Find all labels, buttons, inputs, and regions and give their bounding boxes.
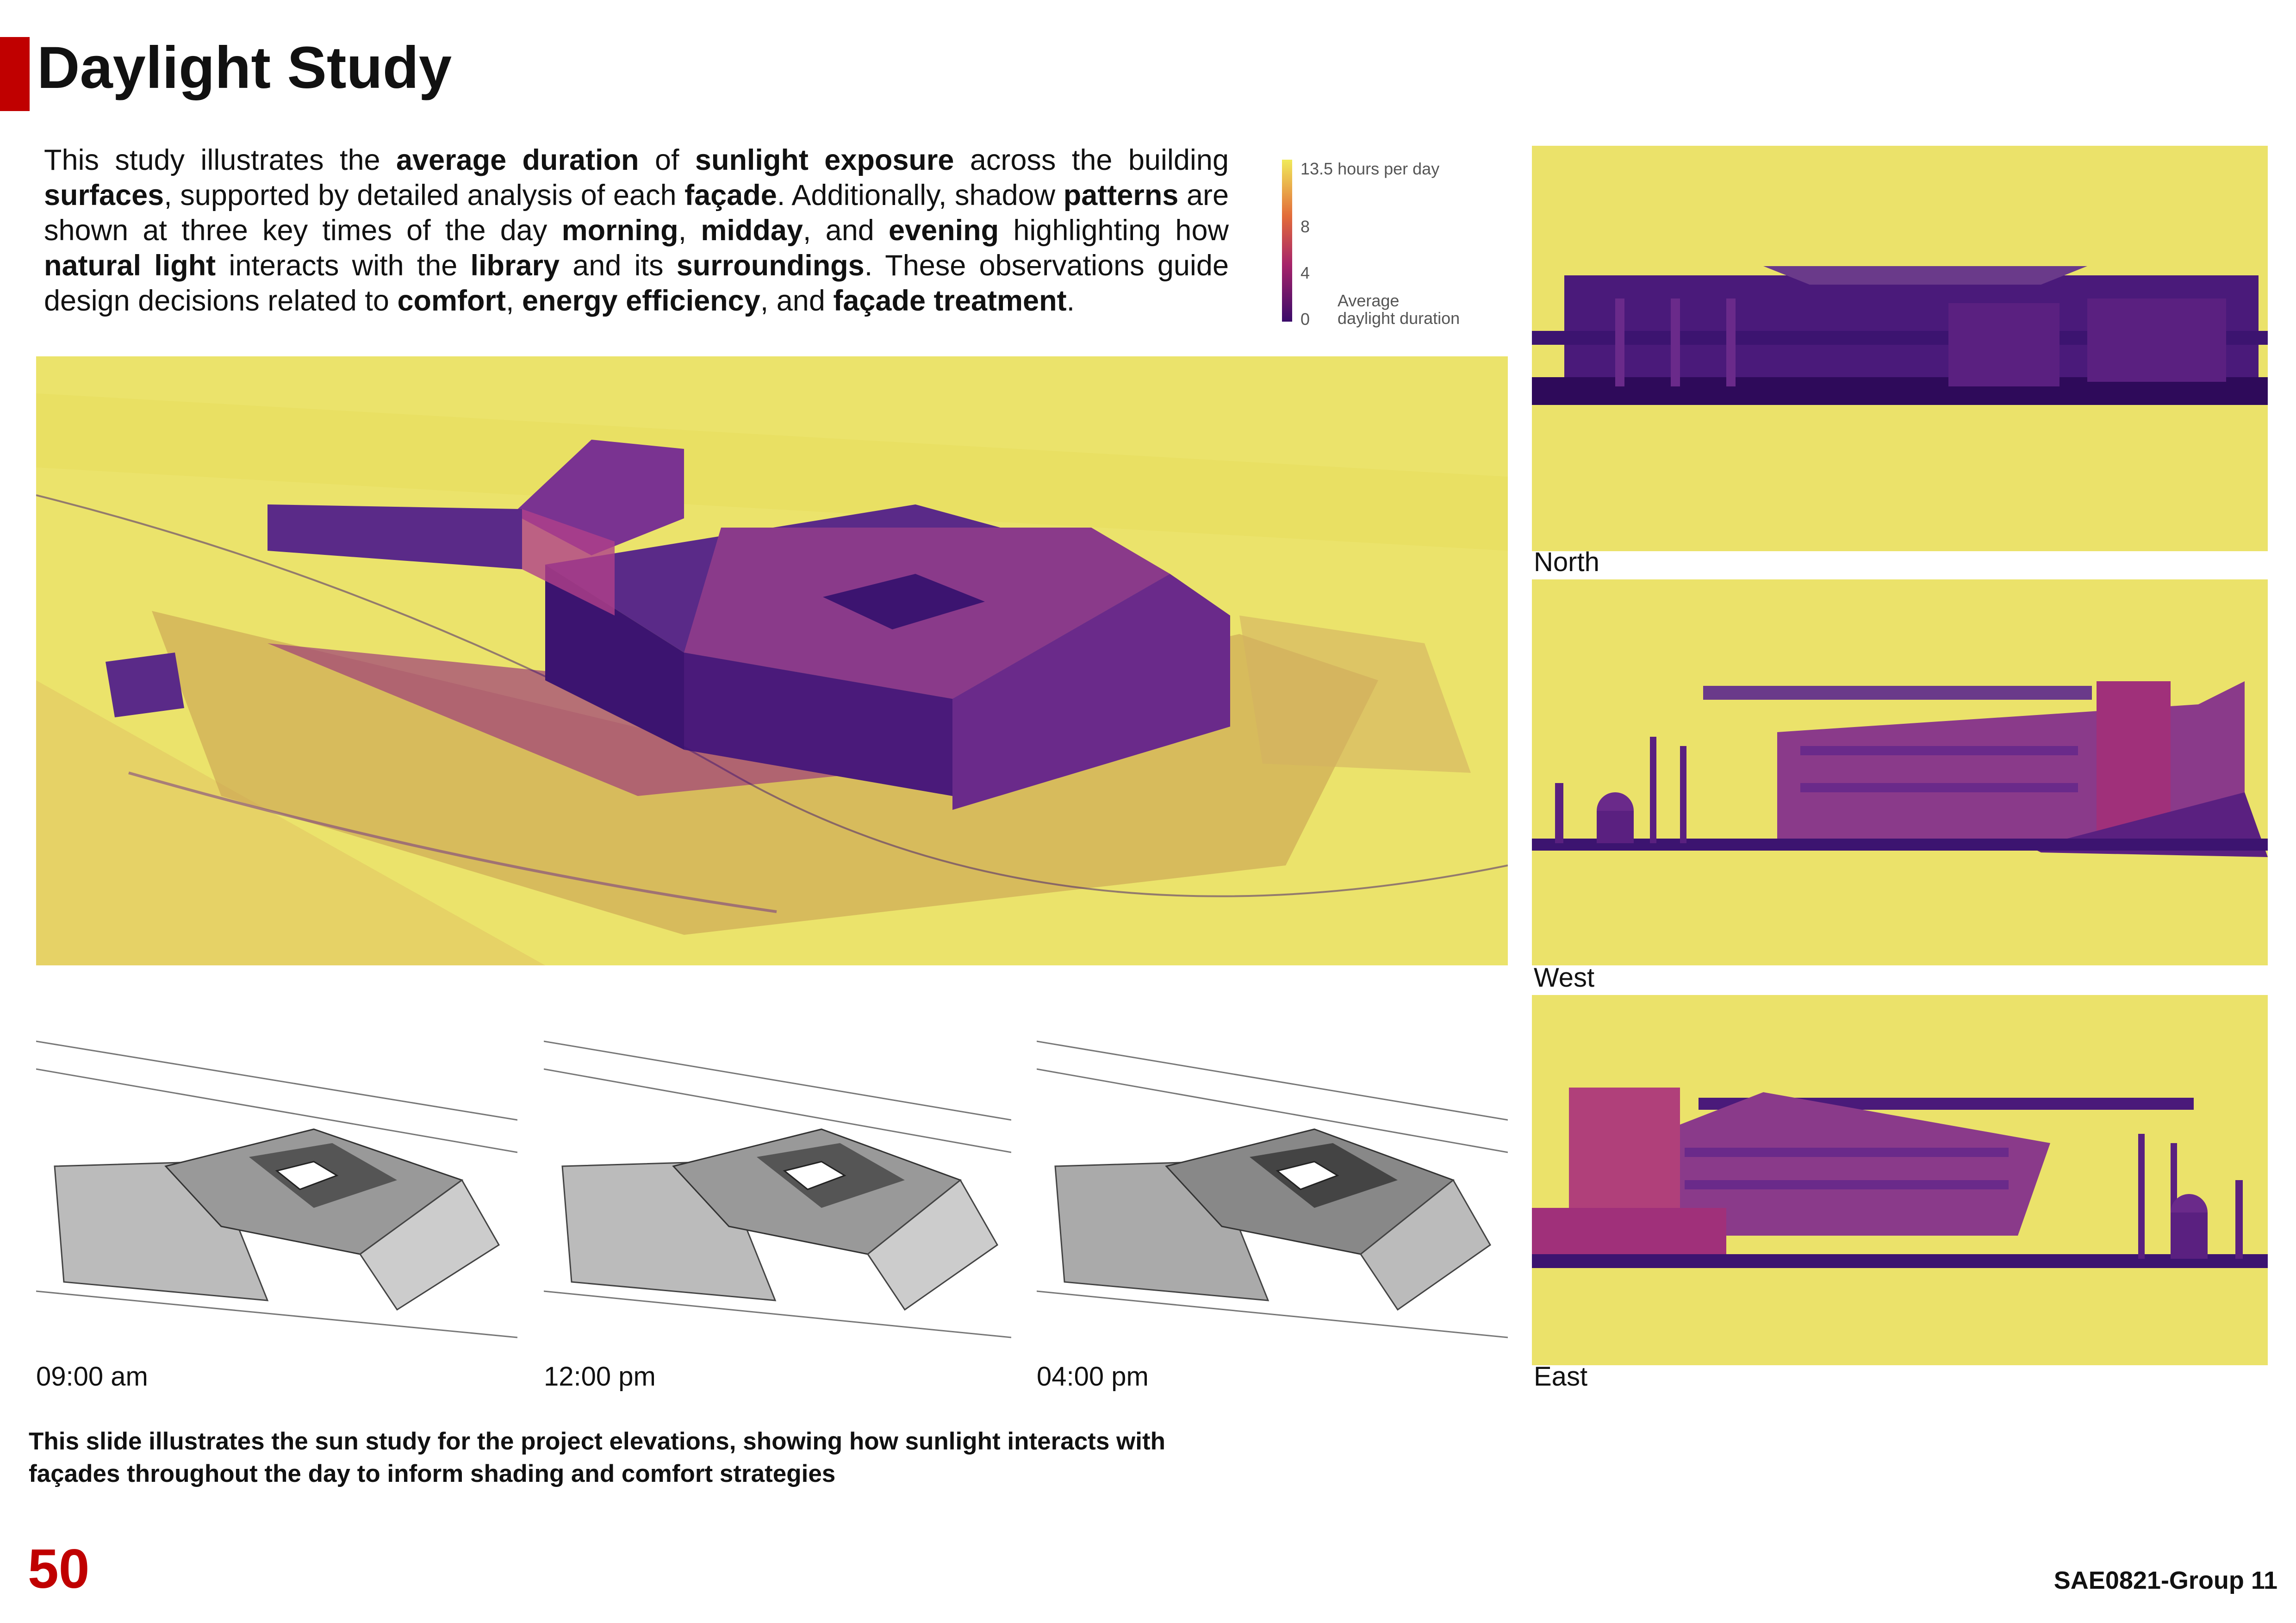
intro-text-run: . bbox=[1066, 285, 1075, 317]
shadow-study-evening bbox=[1037, 1014, 1508, 1351]
intro-bold-run: evening bbox=[889, 214, 999, 247]
intro-bold-run: surfaces bbox=[44, 179, 164, 211]
east-elevation-render bbox=[1532, 995, 2268, 1365]
intro-text-run: across the building bbox=[954, 144, 1229, 176]
intro-bold-run: façade treatment bbox=[833, 285, 1067, 317]
intro-text-run: , bbox=[505, 285, 522, 317]
intro-paragraph bbox=[44, 143, 1229, 318]
elevation-label-north: North bbox=[1534, 547, 1599, 577]
shadow-time-morning: 09:00 am bbox=[36, 1362, 148, 1392]
elevation-label-west: West bbox=[1534, 963, 1595, 993]
shadow-time-midday: 12:00 pm bbox=[544, 1362, 656, 1392]
group-label: SAE0821-Group 11 bbox=[2053, 1567, 2277, 1594]
intro-bold-run: patterns bbox=[1063, 179, 1179, 211]
legend-tick-4: 4 bbox=[1300, 263, 1310, 282]
axonometric-daylight-render bbox=[36, 356, 1508, 965]
intro-text-run: are shown at three key times of the day bbox=[44, 179, 1229, 247]
slide-summary: This slide illustrates the sun study for the project elevations, showing how sunlight interacts with façades throughout the day to inform shading and comfort strategies bbox=[29, 1428, 1166, 1487]
intro-bold-run: library bbox=[470, 249, 560, 282]
intro-text-run: . These observations guide design decisions related to bbox=[44, 249, 1229, 317]
shadow-study-midday bbox=[544, 1014, 1011, 1351]
intro-bold-run: sunlight exposure bbox=[695, 144, 954, 176]
intro-text-run: , and bbox=[760, 285, 834, 317]
north-elevation-render bbox=[1532, 146, 2268, 551]
legend-tick-0: 0 bbox=[1300, 310, 1310, 329]
intro-bold-run: façade bbox=[684, 179, 777, 211]
intro-bold-run: midday bbox=[701, 214, 803, 247]
intro-text-run: . Additionally, shadow bbox=[777, 179, 1064, 211]
legend-color-ramp bbox=[1282, 160, 1292, 322]
legend-label-line1: Average bbox=[1338, 291, 1400, 310]
intro-bold-run: morning bbox=[561, 214, 678, 247]
title-accent-bar bbox=[0, 37, 30, 111]
shadow-study-morning bbox=[36, 1014, 517, 1351]
intro-bold-run: natural light bbox=[44, 249, 216, 282]
shadow-time-evening: 04:00 pm bbox=[1037, 1362, 1149, 1392]
west-elevation-render bbox=[1532, 579, 2268, 965]
intro-text-run: This study illustrates the bbox=[44, 144, 396, 176]
intro-text-run: , and bbox=[803, 214, 889, 247]
legend-tick-8: 8 bbox=[1300, 217, 1310, 236]
page-title: Daylight Study bbox=[37, 35, 452, 101]
intro-text-run: of bbox=[639, 144, 695, 176]
legend-max-label: 13.5 hours per day bbox=[1300, 159, 1440, 178]
intro-bold-run: energy efficiency bbox=[522, 285, 760, 317]
intro-bold-run: comfort bbox=[397, 285, 506, 317]
intro-text-run: highlighting how bbox=[999, 214, 1229, 247]
intro-text-run: , supported by detailed analysis of each bbox=[164, 179, 685, 211]
intro-text-run: interacts with the bbox=[216, 249, 471, 282]
intro-bold-run: average duration bbox=[396, 144, 639, 176]
elevation-label-east: East bbox=[1534, 1362, 1588, 1392]
intro-text-run: , bbox=[678, 214, 701, 247]
intro-bold-run: surroundings bbox=[676, 249, 865, 282]
page-number: 50 bbox=[28, 1538, 90, 1600]
legend-label-line2: daylight duration bbox=[1338, 309, 1460, 328]
intro-text-run: and its bbox=[560, 249, 677, 282]
